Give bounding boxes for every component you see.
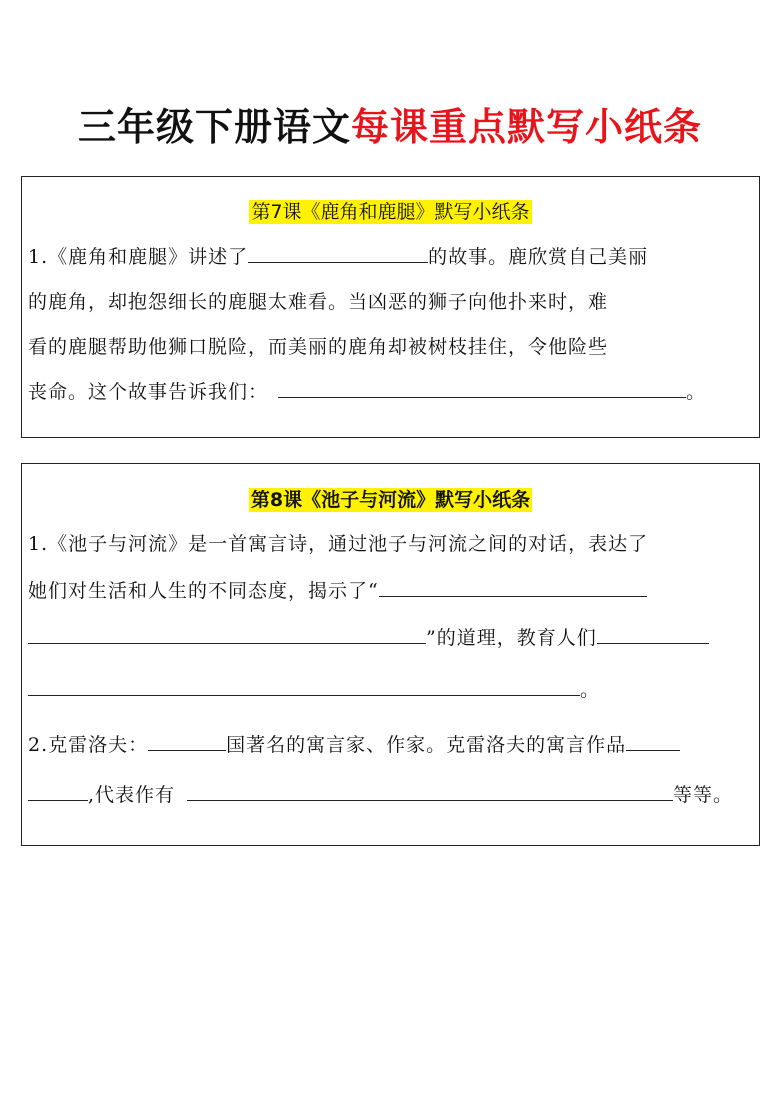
lesson8-blank-5[interactable] (148, 732, 226, 751)
lesson8-blank-8[interactable] (187, 782, 673, 801)
lesson8-card (21, 463, 760, 846)
lesson7-line-3: 看的鹿腿帮助他狮口脱险，而美丽的鹿角却被树枝挂住，令他险些 (28, 336, 609, 358)
lesson8-q1-line-1: 1.《池子与河流》是一首寓言诗，通过池子与河流之间的对话，表达了 (28, 533, 649, 555)
lesson8-blank-1[interactable] (379, 578, 647, 597)
lesson8-q2-line2-text: ,代表作有 (88, 784, 176, 806)
lesson8-q2-line-2 (28, 782, 733, 808)
lesson7-blank-2[interactable] (278, 379, 686, 398)
lesson7-line4-prefix: 丧命。这个故事告诉我们： (28, 381, 269, 403)
lesson7-card (21, 176, 760, 438)
lesson7-heading (22, 197, 759, 224)
lesson8-heading-text: 第8课《池子与河流》默写小纸条 (250, 489, 531, 511)
page-title (0, 96, 780, 151)
lesson7-line1-suffix: 的故事。鹿欣赏自己美丽 (428, 246, 649, 268)
lesson8-q2-line2-suffix: 等等。 (673, 784, 734, 806)
lesson8-blank-4[interactable] (28, 677, 580, 696)
lesson8-blank-2[interactable] (28, 625, 426, 644)
lesson8-q1-line-4 (28, 677, 600, 703)
lesson7-blank-1[interactable] (248, 244, 428, 263)
lesson7-line4-suffix: 。 (686, 381, 707, 403)
lesson8-q1-line-3 (28, 625, 709, 651)
lesson7-line-1 (28, 244, 648, 270)
lesson8-q2-line1-prefix: 2.克雷洛夫： (28, 734, 149, 756)
lesson8-q1-line3-text: ”的道理，教育人们 (426, 627, 597, 649)
lesson8-blank-7[interactable] (28, 782, 88, 801)
lesson8-q1-line2-text: 她们对生活和人生的不同态度，揭示了“ (28, 580, 379, 602)
lesson8-heading (22, 485, 759, 512)
lesson8-q1-line4-text: 。 (580, 679, 601, 701)
lesson8-blank-6[interactable] (626, 732, 680, 751)
lesson8-q2-line-1 (28, 732, 680, 758)
lesson7-line-4 (28, 379, 706, 405)
page-title-black: 三年级下册语文 (77, 105, 351, 149)
lesson8-blank-3[interactable] (597, 625, 709, 644)
page-title-red: 每课重点默写小纸条 (351, 105, 703, 149)
lesson7-line1-prefix: 1.《鹿角和鹿腿》讲述了 (28, 246, 249, 268)
lesson7-line-2: 的鹿角，却抱怨细长的鹿腿太难看。当凶恶的狮子向他扑来时，难 (28, 291, 609, 313)
lesson7-heading-text: 第7课《鹿角和鹿腿》默写小纸条 (251, 201, 530, 223)
lesson8-q1-line-2 (28, 578, 647, 604)
lesson8-q2-line1-text: 国著名的寓言家、作家。克雷洛夫的寓言作品 (226, 734, 627, 756)
